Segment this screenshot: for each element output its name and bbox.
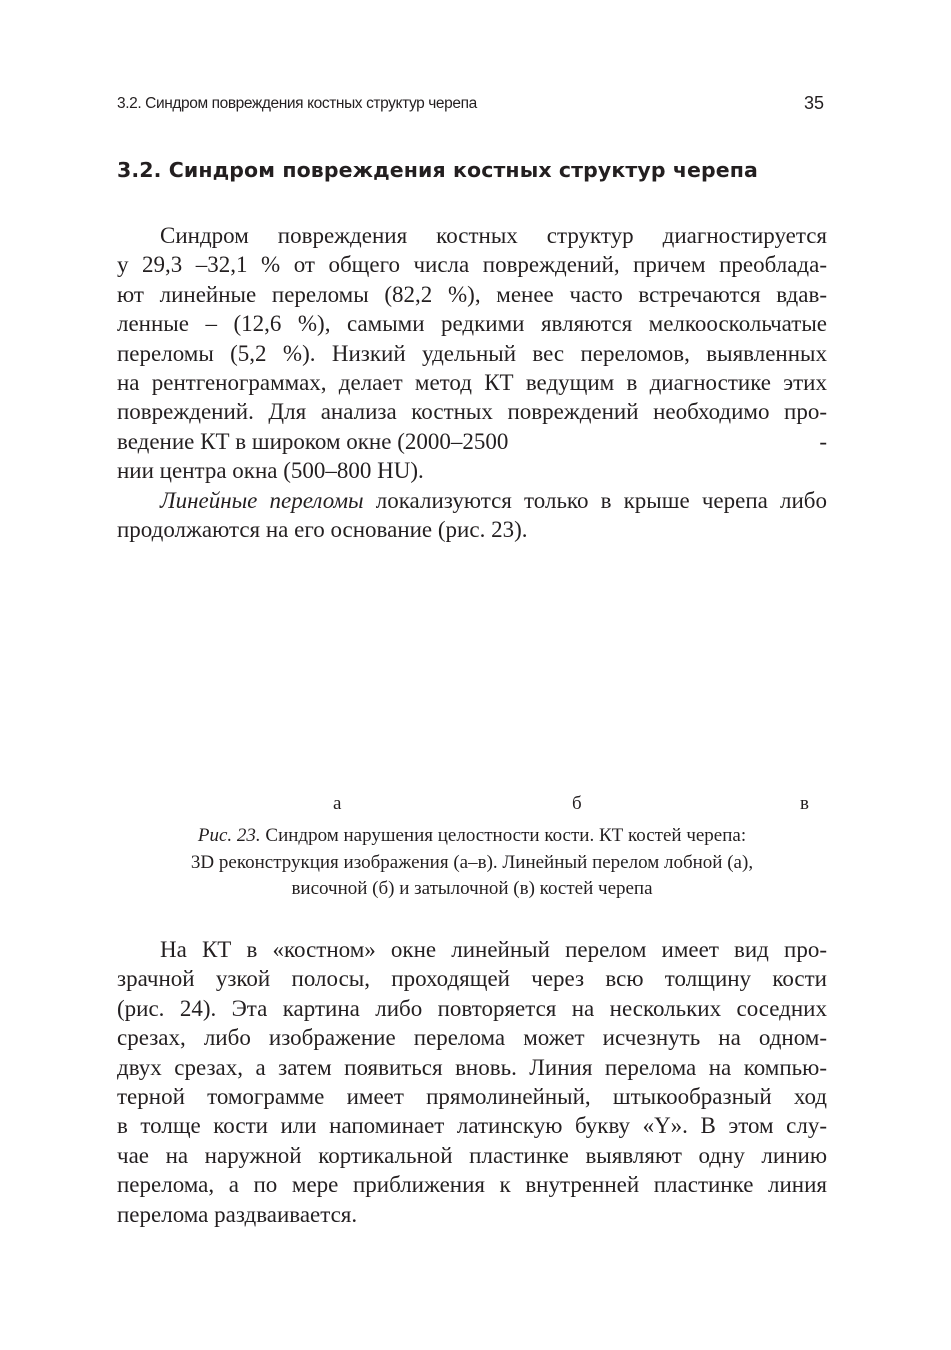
figure-label-b: б [572,793,582,814]
paragraph-line [117,486,827,515]
figure-label-v: в [800,793,809,814]
caption-figure-ref: Рис. 23. [197,825,261,846]
paragraph-line: (рис. 24). Эта картина либо повторяется на нескольких соседних [117,995,827,1021]
caption-line [117,823,827,850]
paragraph-line-split [117,427,827,456]
caption-line: 3D реконструкция изображения (а–в). Линейный перелом лобной (а), [190,851,754,873]
paragraph-line: двух срезах, а затем появиться вновь. Линия перелома на компью- [117,1054,827,1080]
caption-line: височной (б) и затылочной (в) костей черепа [291,878,653,899]
paragraph-line: перелома, а по мере приближения к внутренней пластинке линия [117,1172,827,1198]
page-number: 35 [803,93,824,113]
paragraph-line: у 29,3 –32,1 % от общего числа повреждений, причем преоблада- [117,252,827,278]
paragraph-line: На КТ в «костном» окне линейный перелом имеет вид про- [160,937,827,962]
paragraph-line: ленные – (12,6 %), самыми редкими являются мелкооскольчатые [117,311,827,337]
paragraph-line: повреждений. Для анализа костных повреждений необходимо про- [117,399,827,425]
paragraph-line: продолжаются на его основание (рис. 23). [117,516,528,542]
paragraph-line: Синдром повреждения костных структур диагностируется [160,223,827,248]
figure-panel-labels [0,793,951,819]
caption-line-rest: Синдром нарушения целостности кости. КТ костей черепа: [260,825,747,846]
paragraph-line: перелома раздваивается. [117,1201,358,1227]
figure-label-a: а [333,793,342,814]
figure-caption [117,823,827,903]
italic-term: Линейные переломы [160,487,364,513]
paragraph-line: терной томограмме имеет прямолинейный, штыкообразный ход [117,1083,827,1109]
paragraph-line: на рентгенограммах, делает метод КТ ведущим в диагностике этих [117,369,827,395]
running-header [117,95,824,119]
body-text-top [117,221,827,544]
paragraph-line: в толще кости или напоминает латинскую букву «Y». В этом слу- [117,1113,827,1139]
paragraph-line: чае на наружной кортикальной пластинке выявляют одну линию [117,1142,827,1168]
section-title: 3.2. Синдром повреждения костных структур черепа [117,158,758,182]
body-text-bottom [117,935,827,1229]
paragraph-line: зрачной узкой полосы, проходящей через всю толщину кости [117,966,827,992]
running-header-title: 3.2. Синдром повреждения костных структур черепа [117,95,477,112]
paragraph-line-rest: локализуются только в крыше черепа либо [363,487,827,513]
paragraph-line: ют линейные переломы (82,2 %), менее часто встречаются вдав- [117,281,827,307]
paragraph-line: срезах, либо изображение перелома может исчезнуть на одном- [117,1025,827,1051]
paragraph-line-hyphen: - [819,428,827,454]
paragraph-line: нии центра окна (500–800 HU). [117,458,424,484]
paragraph-line-left: ведение КТ в широком окне (2000–2500 [117,428,509,454]
paragraph-line: переломы (5,2 %). Низкий удельный вес переломов, выявленных [117,340,827,366]
